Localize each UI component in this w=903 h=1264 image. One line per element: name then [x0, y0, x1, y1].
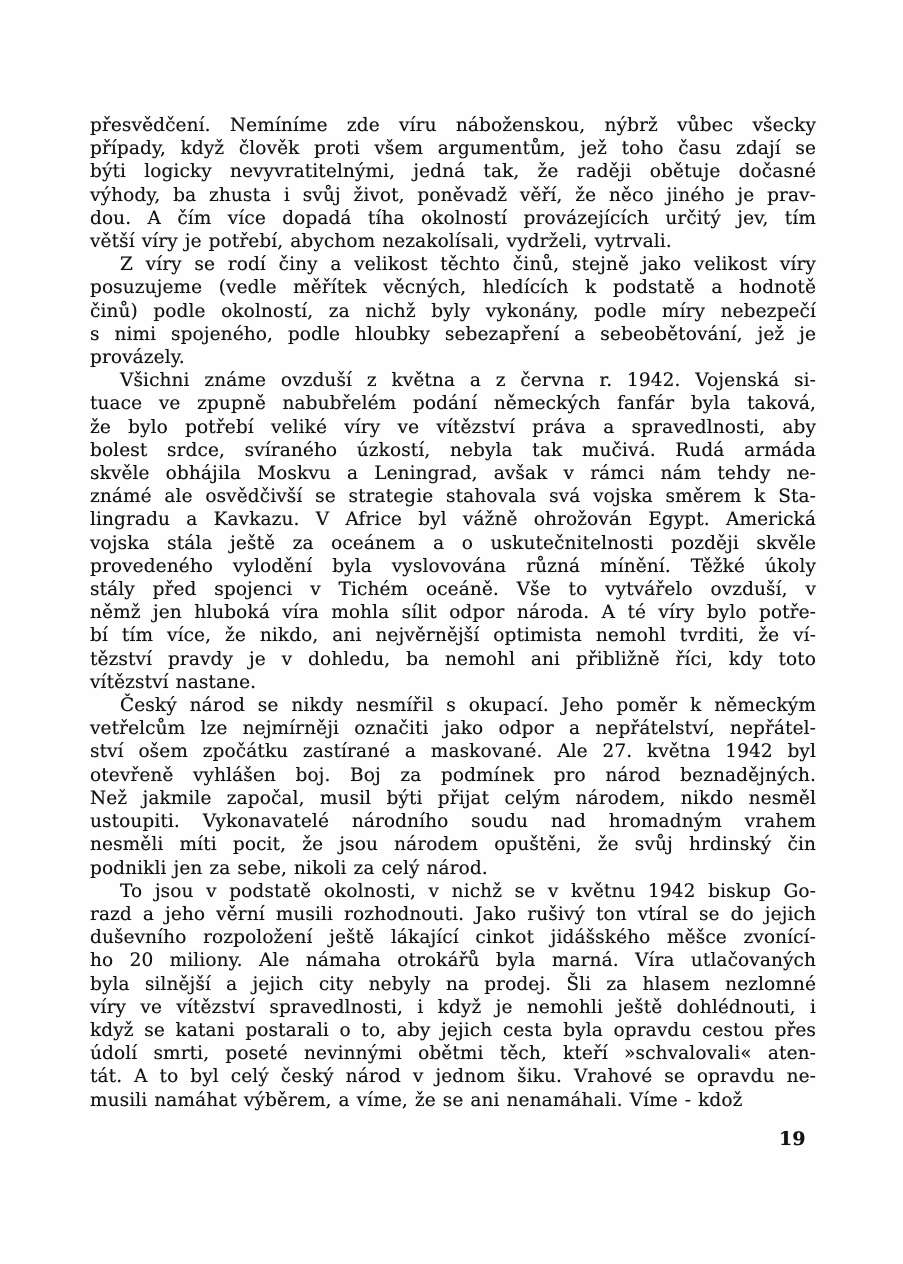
page-number: 19	[779, 1128, 806, 1150]
text-line: tát. A to byl celý český národ v jednom šiku. Vrahové se opravdu ne-	[90, 1066, 816, 1088]
text-line: duševního rozpoložení ještě lákající cinkot jidášského měšce zvonící-	[90, 927, 816, 949]
text-line: nesměli míti pocit, že jsou národem opuštěni, že svůj hrdinský čin	[90, 834, 816, 856]
body-text	[90, 114, 816, 1112]
paragraph	[90, 253, 816, 369]
paragraph	[90, 369, 816, 694]
text-line: ství ošem zpočátku zastírané a maskované. Ale 27. května 1942 byl	[90, 741, 816, 763]
paragraph	[90, 114, 816, 253]
text-line: skvěle obhájila Moskvu a Leningrad, avšak v rámci nám tehdy ne-	[90, 463, 816, 485]
text-line: údolí smrti, poseté nevinnými obětmi těch, kteří »schvalovali« aten-	[90, 1043, 816, 1065]
text-line: stály před spojenci v Tichém oceáně. Vše to vytvářelo ovzduší, v	[90, 579, 816, 601]
text-line: činů) podle okolností, za nichž byly vykonány, podle míry nebezpečí	[90, 300, 816, 322]
text-line: tuace ve zpupně nabubřelém podání německých fanfár byla taková,	[90, 393, 816, 415]
text-line: němž jen hluboká víra mohla sílit odpor národa. A té víry bylo potře-	[90, 602, 816, 624]
text-line: výhody, ba zhusta i svůj život, poněvadž věří, že něco jiného je prav-	[90, 184, 816, 206]
text-line: Všichni známe ovzduší z května a z června r. 1942. Vojenská si-	[120, 370, 816, 392]
text-line: lingradu a Kavkazu. V Africe byl vážně ohrožován Egypt. Americká	[90, 509, 816, 531]
paragraph	[90, 694, 816, 880]
text-line: bolest srdce, svíraného úzkostí, nebyla tak mučivá. Rudá armáda	[90, 439, 816, 461]
text-line: s nimi spojeného, podle hloubky sebezapření a sebeobětování, jež je	[90, 323, 816, 345]
text-line: víry ve vítězství spravedlnosti, i když je nemohli ještě dohlédnouti, i	[90, 996, 816, 1018]
text-line: byla silnější a jejich city nebyly na prodej. Šli za hlasem nezlomné	[90, 973, 816, 995]
text-line: Z víry se rodí činy a velikost těchto činů, stejně jako velikost víry	[120, 254, 816, 276]
text-line: býti logicky nevyvratitelnými, jedná tak, že raději obětuje dočasné	[90, 161, 816, 183]
text-line: tězství pravdy je v dohledu, ba nemohl ani přibližně říci, kdy toto	[90, 648, 816, 670]
text-line: To jsou v podstatě okolnosti, v nichž se v květnu 1942 biskup Go-	[120, 880, 816, 902]
text-line: případy, když člověk proti všem argumentům, jež toho času zdají se	[90, 138, 816, 160]
text-line: větší víry je potřebí, abychom nezakolísali, vydrželi, vytrvali.	[90, 231, 672, 253]
text-line: posuzujeme (vedle měřítek věcných, hledících k podstatě a hodnotě	[90, 277, 816, 299]
text-line: Než jakmile započal, musil býti přijat celým národem, nikdo nesměl	[90, 787, 816, 809]
paragraph	[90, 880, 816, 1112]
text-line: vetřelcům lze nejmírněji označiti jako odpor a nepřátelství, nepřátel-	[90, 718, 816, 740]
text-line: ustoupiti. Vykonavatelé národního soudu nad hromadným vrahem	[90, 811, 816, 833]
text-line: vojska stála ještě za oceánem a o uskutečnitelnosti později skvěle	[90, 532, 816, 554]
text-line: otevřeně vyhlášen boj. Boj za podmínek pro národ beznadějných.	[90, 764, 816, 786]
text-line: známé ale osvědčivší se strategie stahovala svá vojska směrem k Sta-	[90, 486, 816, 508]
text-line: ho 20 miliony. Ale námaha otrokářů byla marná. Víra utlačovaných	[90, 950, 816, 972]
text-line: přesvědčení. Nemíníme zde víru náboženskou, nýbrž vůbec všecky	[90, 115, 816, 136]
text-line: musili namáhat výběrem, a víme, že se ani nenamáhali. Víme - kdož	[90, 1089, 743, 1111]
text-line: když se katani postarali o to, aby jejich cesta byla opravdu cestou přes	[90, 1019, 816, 1041]
text-line: vítězství nastane.	[90, 671, 257, 693]
text-line: podnikli jen za sebe, nikoli za celý národ.	[90, 857, 488, 879]
text-line: dou. A čím více dopadá tíha okolností provázejících určitý jev, tím	[90, 207, 816, 229]
text-line: Český národ se nikdy nesmířil s okupací. Jeho poměr k německým	[120, 695, 816, 717]
text-line: bí tím více, že nikdo, ani nejvěrnější optimista nemohl tvrditi, že ví-	[90, 625, 816, 647]
text-line: provedeného vylodění byla vyslovována různá mínění. Těžké úkoly	[90, 555, 816, 577]
text-line: že bylo potřebí veliké víry ve vítězství práva a spravedlnosti, aby	[90, 416, 816, 438]
text-line: provázely.	[90, 347, 185, 369]
text-line: razd a jeho věrní musili rozhodnouti. Jako rušivý ton vtíral se do jejich	[90, 903, 816, 925]
